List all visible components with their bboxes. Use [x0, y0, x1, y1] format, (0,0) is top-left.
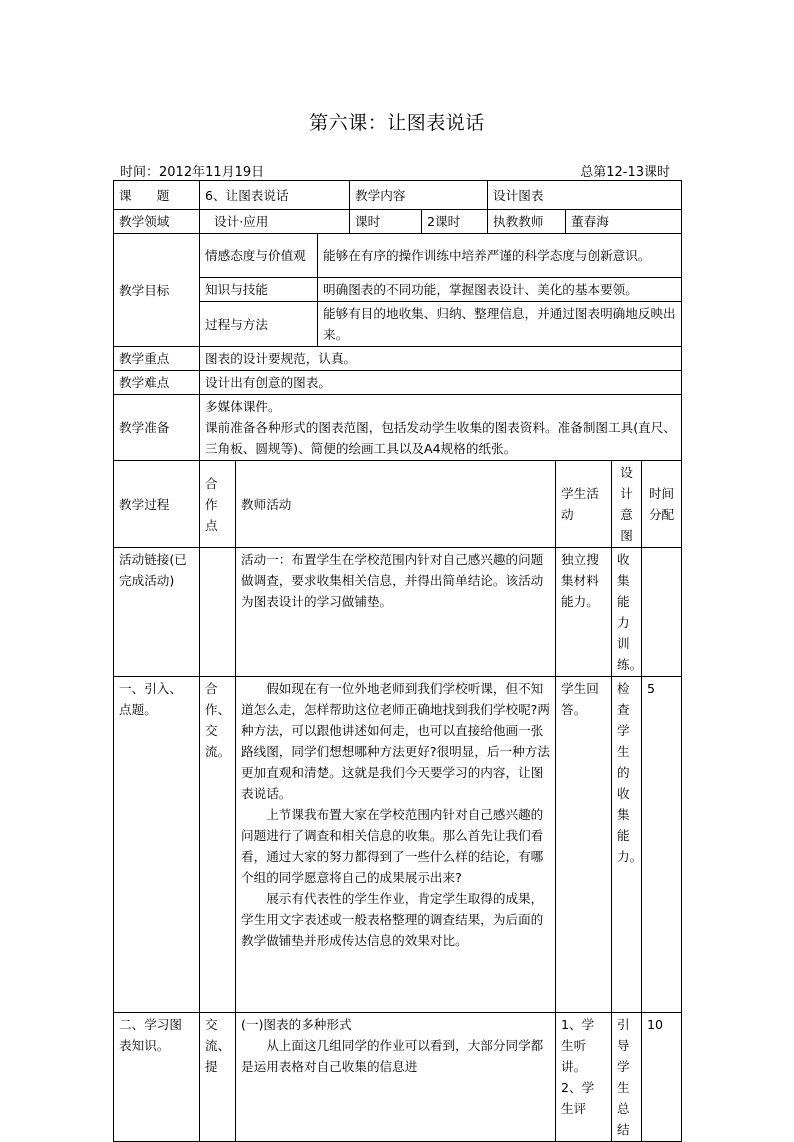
prep-line-2: 课前准备各种形式的图表范图，包括发动学生收集的图表资料。准备制图工具(直尺、三角板、圆规等)、简便的绘画工具以及A4规格的纸张。: [205, 420, 676, 456]
hours-label: 课时: [350, 210, 422, 234]
time-cell: 5: [642, 677, 682, 1013]
stage-activity-link: 活动链接(已完成活动): [114, 548, 200, 677]
coop-header: 合作点: [200, 461, 236, 548]
coop-cell: 合作、交流。: [200, 677, 236, 1013]
total-hours: 总第12-13课时: [580, 165, 670, 180]
lesson-plan-table: [113, 180, 682, 1142]
time-cell: 10: [642, 1013, 682, 1142]
design-intent-cell: 引导学生总结: [612, 1013, 642, 1142]
content-label: 教学内容: [350, 181, 488, 210]
goals-label: 教学目标: [114, 234, 200, 347]
topic-value: 6、让图表说话: [200, 181, 350, 210]
teacher-activity-cell: [236, 1013, 556, 1142]
goal-knowledge-value: 明确图表的不同功能，掌握图表设计、美化的基本要领。: [318, 278, 682, 302]
goal-emotion-label: 情感态度与价值观: [200, 234, 318, 278]
design-intent-header: 设计意图: [612, 461, 642, 548]
domain-label: 教学领域: [114, 210, 200, 234]
hours-value: 2课时: [422, 210, 488, 234]
teacher-activity-cell: [236, 677, 556, 1013]
teacher-paragraph: 活动一：布置学生在学校范围内针对自己感兴趣的问题做调查，要求收集相关信息，并得出简单结论。该活动为图表设计的学习做铺垫。: [241, 552, 544, 609]
coop-cell: [200, 548, 236, 677]
page-title: 第六课：让图表说话: [309, 112, 485, 134]
coop-cell: 交流、提: [200, 1013, 236, 1142]
content-value: 设计图表: [488, 181, 682, 210]
key-point-value: 图表的设计要规范，认真。: [200, 347, 682, 371]
design-intent-cell: 检查学生的收集能力。: [612, 677, 642, 1013]
teacher-paragraph: 上节课我布置大家在学校范围内针对自己感兴趣的问题进行了调查和相关信息的收集。那么首先让我们看看，通过大家的努力都得到了一些什么样的结论，有哪个组的同学愿意将自己的成果展示出来?: [241, 807, 544, 885]
prep-label: 教学准备: [114, 395, 200, 461]
teacher-label: 执教教师: [488, 210, 566, 234]
time-header: 时间分配: [642, 461, 682, 548]
student-activity-cell: 学生回答。: [556, 677, 612, 1013]
teacher-paragraph: 展示有代表性的学生作业，肯定学生取得的成果，学生用文字表述或一般表格整理的调查结果，为后面的教学做铺垫并形成传达信息的效果对比。: [241, 891, 544, 948]
teacher-subheading: (一)图表的多种形式: [241, 1017, 352, 1032]
teacher-paragraph: 假如现在有一位外地老师到我们学校听课，但不知道怎么走，怎样帮助这位老师正确地找到我们学校呢?两种方法，可以跟他讲述如何走，也可以直接给他画一张路线图，同学们想想哪种方法更好?很明显，后一种方法更加直观和清楚。这就是我们今天要学习的内容，让图表说话。: [241, 681, 550, 801]
teacher-value: 董春海: [566, 210, 682, 234]
prep-value: [200, 395, 682, 461]
time-cell: [642, 548, 682, 677]
goal-process-label: 过程与方法: [200, 302, 318, 347]
difficulty-label: 教学难点: [114, 371, 200, 395]
student-activity-cell: 1、学生听讲。2、学生评: [556, 1013, 612, 1142]
teacher-activity-header: 教师活动: [236, 461, 556, 548]
domain-value: 设计·应用: [200, 210, 350, 234]
design-intent-cell: 收集能力训练。: [612, 548, 642, 677]
teacher-paragraph: 从上面这几组同学的作业可以看到，大部分同学都是运用表格对自己收集的信息进: [241, 1038, 544, 1074]
lesson-date: 时间：2012年11月19日: [120, 165, 265, 180]
goal-knowledge-label: 知识与技能: [200, 278, 318, 302]
prep-line-1: 多媒体课件。: [205, 399, 281, 414]
goal-emotion-value: 能够在有序的操作训练中培养严谨的科学态度与创新意识。: [318, 234, 682, 278]
process-header-label: 教学过程: [114, 461, 200, 548]
stage-learn-charts: 二、学习图表知识。: [114, 1013, 200, 1142]
student-activity-header: 学生活动: [556, 461, 612, 548]
difficulty-value: 设计出有创意的图表。: [200, 371, 682, 395]
student-activity-cell: 独立搜集材料能力。: [556, 548, 612, 677]
key-point-label: 教学重点: [114, 347, 200, 371]
topic-label: 课 题: [114, 181, 200, 210]
stage-intro: 一、引入、点题。: [114, 677, 200, 1013]
teacher-activity-cell: [236, 548, 556, 677]
goal-process-value: 能够有目的地收集、归纳、整理信息，并通过图表明确地反映出来。: [318, 302, 682, 347]
